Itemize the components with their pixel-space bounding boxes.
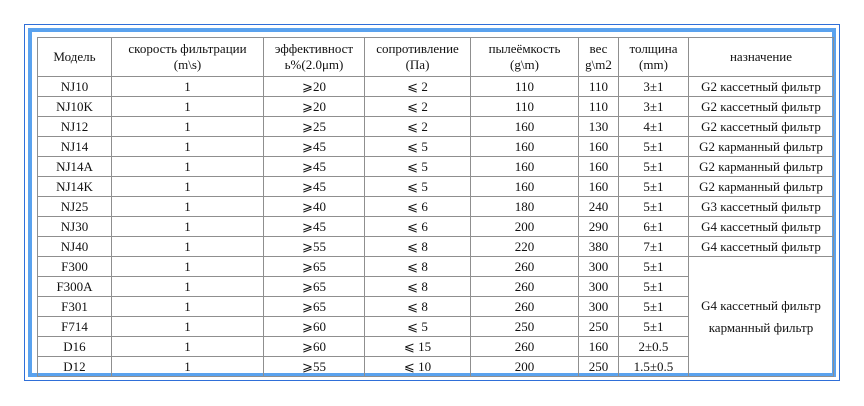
table-frame-inner — [28, 28, 836, 377]
dust-capacity-cell: 110 — [471, 97, 579, 117]
header-efficiency: эффективност ь%(2.0μm) — [264, 38, 365, 77]
weight-cell: 110 — [579, 97, 619, 117]
dust-capacity-cell: 160 — [471, 137, 579, 157]
thickness-cell: 4±1 — [619, 117, 689, 137]
dust-capacity-cell: 260 — [471, 297, 579, 317]
thickness-cell: 6±1 — [619, 217, 689, 237]
thickness-cell: 5±1 — [619, 177, 689, 197]
resistance-cell: ⩽ 8 — [365, 297, 471, 317]
resistance-cell: ⩽ 5 — [365, 157, 471, 177]
weight-cell: 300 — [579, 297, 619, 317]
dust-capacity-cell: 110 — [471, 77, 579, 97]
thickness-cell: 5±1 — [619, 157, 689, 177]
model-cell: NJ10K — [38, 97, 112, 117]
dust-capacity-cell: 220 — [471, 237, 579, 257]
resistance-cell: ⩽ 8 — [365, 237, 471, 257]
resistance-cell: ⩽ 6 — [365, 197, 471, 217]
thickness-cell: 5±1 — [619, 297, 689, 317]
speed-cell: 1 — [112, 197, 264, 217]
thickness-cell: 2±0.5 — [619, 337, 689, 357]
resistance-cell: ⩽ 6 — [365, 217, 471, 237]
thickness-cell: 5±1 — [619, 197, 689, 217]
model-cell: NJ12 — [38, 117, 112, 137]
thickness-cell: 5±1 — [619, 257, 689, 277]
thickness-cell: 3±1 — [619, 97, 689, 117]
speed-cell: 1 — [112, 257, 264, 277]
speed-cell: 1 — [112, 337, 264, 357]
speed-cell: 1 — [112, 177, 264, 197]
weight-cell: 110 — [579, 77, 619, 97]
table-row — [38, 157, 834, 177]
resistance-cell: ⩽ 8 — [365, 257, 471, 277]
dust-capacity-cell: 260 — [471, 277, 579, 297]
efficiency-cell: ⩾55 — [264, 237, 365, 257]
table-row — [38, 97, 834, 117]
table-row — [38, 137, 834, 157]
purpose-merged-cell: G4 кассетный фильтр карманный фильтр — [689, 257, 834, 377]
efficiency-cell: ⩾45 — [264, 177, 365, 197]
purpose-cell: G2 карманный фильтр — [689, 177, 834, 197]
weight-cell: 300 — [579, 277, 619, 297]
dust-capacity-cell: 260 — [471, 257, 579, 277]
speed-cell: 1 — [112, 317, 264, 337]
resistance-cell: ⩽ 5 — [365, 177, 471, 197]
header-resistance: сопротивление (Па) — [365, 38, 471, 77]
purpose-cell: G2 карманный фильтр — [689, 157, 834, 177]
header-thickness: толщина (mm) — [619, 38, 689, 77]
speed-cell: 1 — [112, 237, 264, 257]
weight-cell: 160 — [579, 177, 619, 197]
dust-capacity-cell: 260 — [471, 337, 579, 357]
efficiency-cell: ⩾25 — [264, 117, 365, 137]
header-dust-capacity: пылеёмкость (g\m) — [471, 38, 579, 77]
model-cell: NJ30 — [38, 217, 112, 237]
speed-cell: 1 — [112, 117, 264, 137]
efficiency-cell: ⩾65 — [264, 257, 365, 277]
purpose-cell: G4 кассетный фильтр — [689, 217, 834, 237]
weight-cell: 380 — [579, 237, 619, 257]
thickness-cell: 5±1 — [619, 317, 689, 337]
thickness-cell: 7±1 — [619, 237, 689, 257]
speed-cell: 1 — [112, 277, 264, 297]
efficiency-cell: ⩾45 — [264, 137, 365, 157]
weight-cell: 300 — [579, 257, 619, 277]
weight-cell: 160 — [579, 157, 619, 177]
weight-cell: 160 — [579, 137, 619, 157]
table-row — [38, 217, 834, 237]
resistance-cell: ⩽ 15 — [365, 337, 471, 357]
table-row — [38, 117, 834, 137]
model-cell: NJ40 — [38, 237, 112, 257]
dust-capacity-cell: 200 — [471, 357, 579, 377]
table-row — [38, 197, 834, 217]
efficiency-cell: ⩾55 — [264, 357, 365, 377]
dust-capacity-cell: 160 — [471, 157, 579, 177]
resistance-cell: ⩽ 2 — [365, 77, 471, 97]
table-row — [38, 177, 834, 197]
model-cell: F300 — [38, 257, 112, 277]
purpose-cell: G3 кассетный фильтр — [689, 197, 834, 217]
speed-cell: 1 — [112, 217, 264, 237]
efficiency-cell: ⩾60 — [264, 317, 365, 337]
weight-cell: 240 — [579, 197, 619, 217]
weight-cell: 250 — [579, 357, 619, 377]
model-cell: D12 — [38, 357, 112, 377]
model-cell: NJ25 — [38, 197, 112, 217]
model-cell: F301 — [38, 297, 112, 317]
header-row — [38, 38, 834, 77]
model-cell: D16 — [38, 337, 112, 357]
speed-cell: 1 — [112, 137, 264, 157]
model-cell: NJ14K — [38, 177, 112, 197]
thickness-cell: 1.5±0.5 — [619, 357, 689, 377]
speed-cell: 1 — [112, 77, 264, 97]
speed-cell: 1 — [112, 157, 264, 177]
purpose-cell: G4 кассетный фильтр — [689, 237, 834, 257]
table-row — [38, 237, 834, 257]
efficiency-cell: ⩾45 — [264, 217, 365, 237]
thickness-cell: 5±1 — [619, 277, 689, 297]
efficiency-cell: ⩾20 — [264, 97, 365, 117]
purpose-cell: G2 кассетный фильтр — [689, 97, 834, 117]
header-purpose: назначение — [689, 38, 834, 77]
purpose-cell: G2 карманный фильтр — [689, 137, 834, 157]
table-frame-outer — [24, 24, 840, 381]
resistance-cell: ⩽ 2 — [365, 117, 471, 137]
weight-cell: 250 — [579, 317, 619, 337]
model-cell: NJ14A — [38, 157, 112, 177]
purpose-cell: G2 кассетный фильтр — [689, 117, 834, 137]
resistance-cell: ⩽ 10 — [365, 357, 471, 377]
model-cell: NJ14 — [38, 137, 112, 157]
filter-spec-table — [37, 37, 834, 377]
purpose-cell: G2 кассетный фильтр — [689, 77, 834, 97]
table-row — [38, 77, 834, 97]
resistance-cell: ⩽ 5 — [365, 137, 471, 157]
weight-cell: 130 — [579, 117, 619, 137]
dust-capacity-cell: 250 — [471, 317, 579, 337]
dust-capacity-cell: 160 — [471, 177, 579, 197]
dust-capacity-cell: 160 — [471, 117, 579, 137]
efficiency-cell: ⩾65 — [264, 277, 365, 297]
speed-cell: 1 — [112, 97, 264, 117]
resistance-cell: ⩽ 8 — [365, 277, 471, 297]
weight-cell: 290 — [579, 217, 619, 237]
model-cell: F300A — [38, 277, 112, 297]
table-row — [38, 257, 834, 277]
efficiency-cell: ⩾60 — [264, 337, 365, 357]
thickness-cell: 5±1 — [619, 137, 689, 157]
weight-cell: 160 — [579, 337, 619, 357]
resistance-cell: ⩽ 5 — [365, 317, 471, 337]
resistance-cell: ⩽ 2 — [365, 97, 471, 117]
speed-cell: 1 — [112, 357, 264, 377]
header-weight: вес g\m2 — [579, 38, 619, 77]
speed-cell: 1 — [112, 297, 264, 317]
efficiency-cell: ⩾65 — [264, 297, 365, 317]
efficiency-cell: ⩾40 — [264, 197, 365, 217]
efficiency-cell: ⩾20 — [264, 77, 365, 97]
efficiency-cell: ⩾45 — [264, 157, 365, 177]
thickness-cell: 3±1 — [619, 77, 689, 97]
dust-capacity-cell: 180 — [471, 197, 579, 217]
dust-capacity-cell: 200 — [471, 217, 579, 237]
header-filtration-speed: скорость фильтрации (m\s) — [112, 38, 264, 77]
model-cell: F714 — [38, 317, 112, 337]
model-cell: NJ10 — [38, 77, 112, 97]
header-model: Модель — [38, 38, 112, 77]
